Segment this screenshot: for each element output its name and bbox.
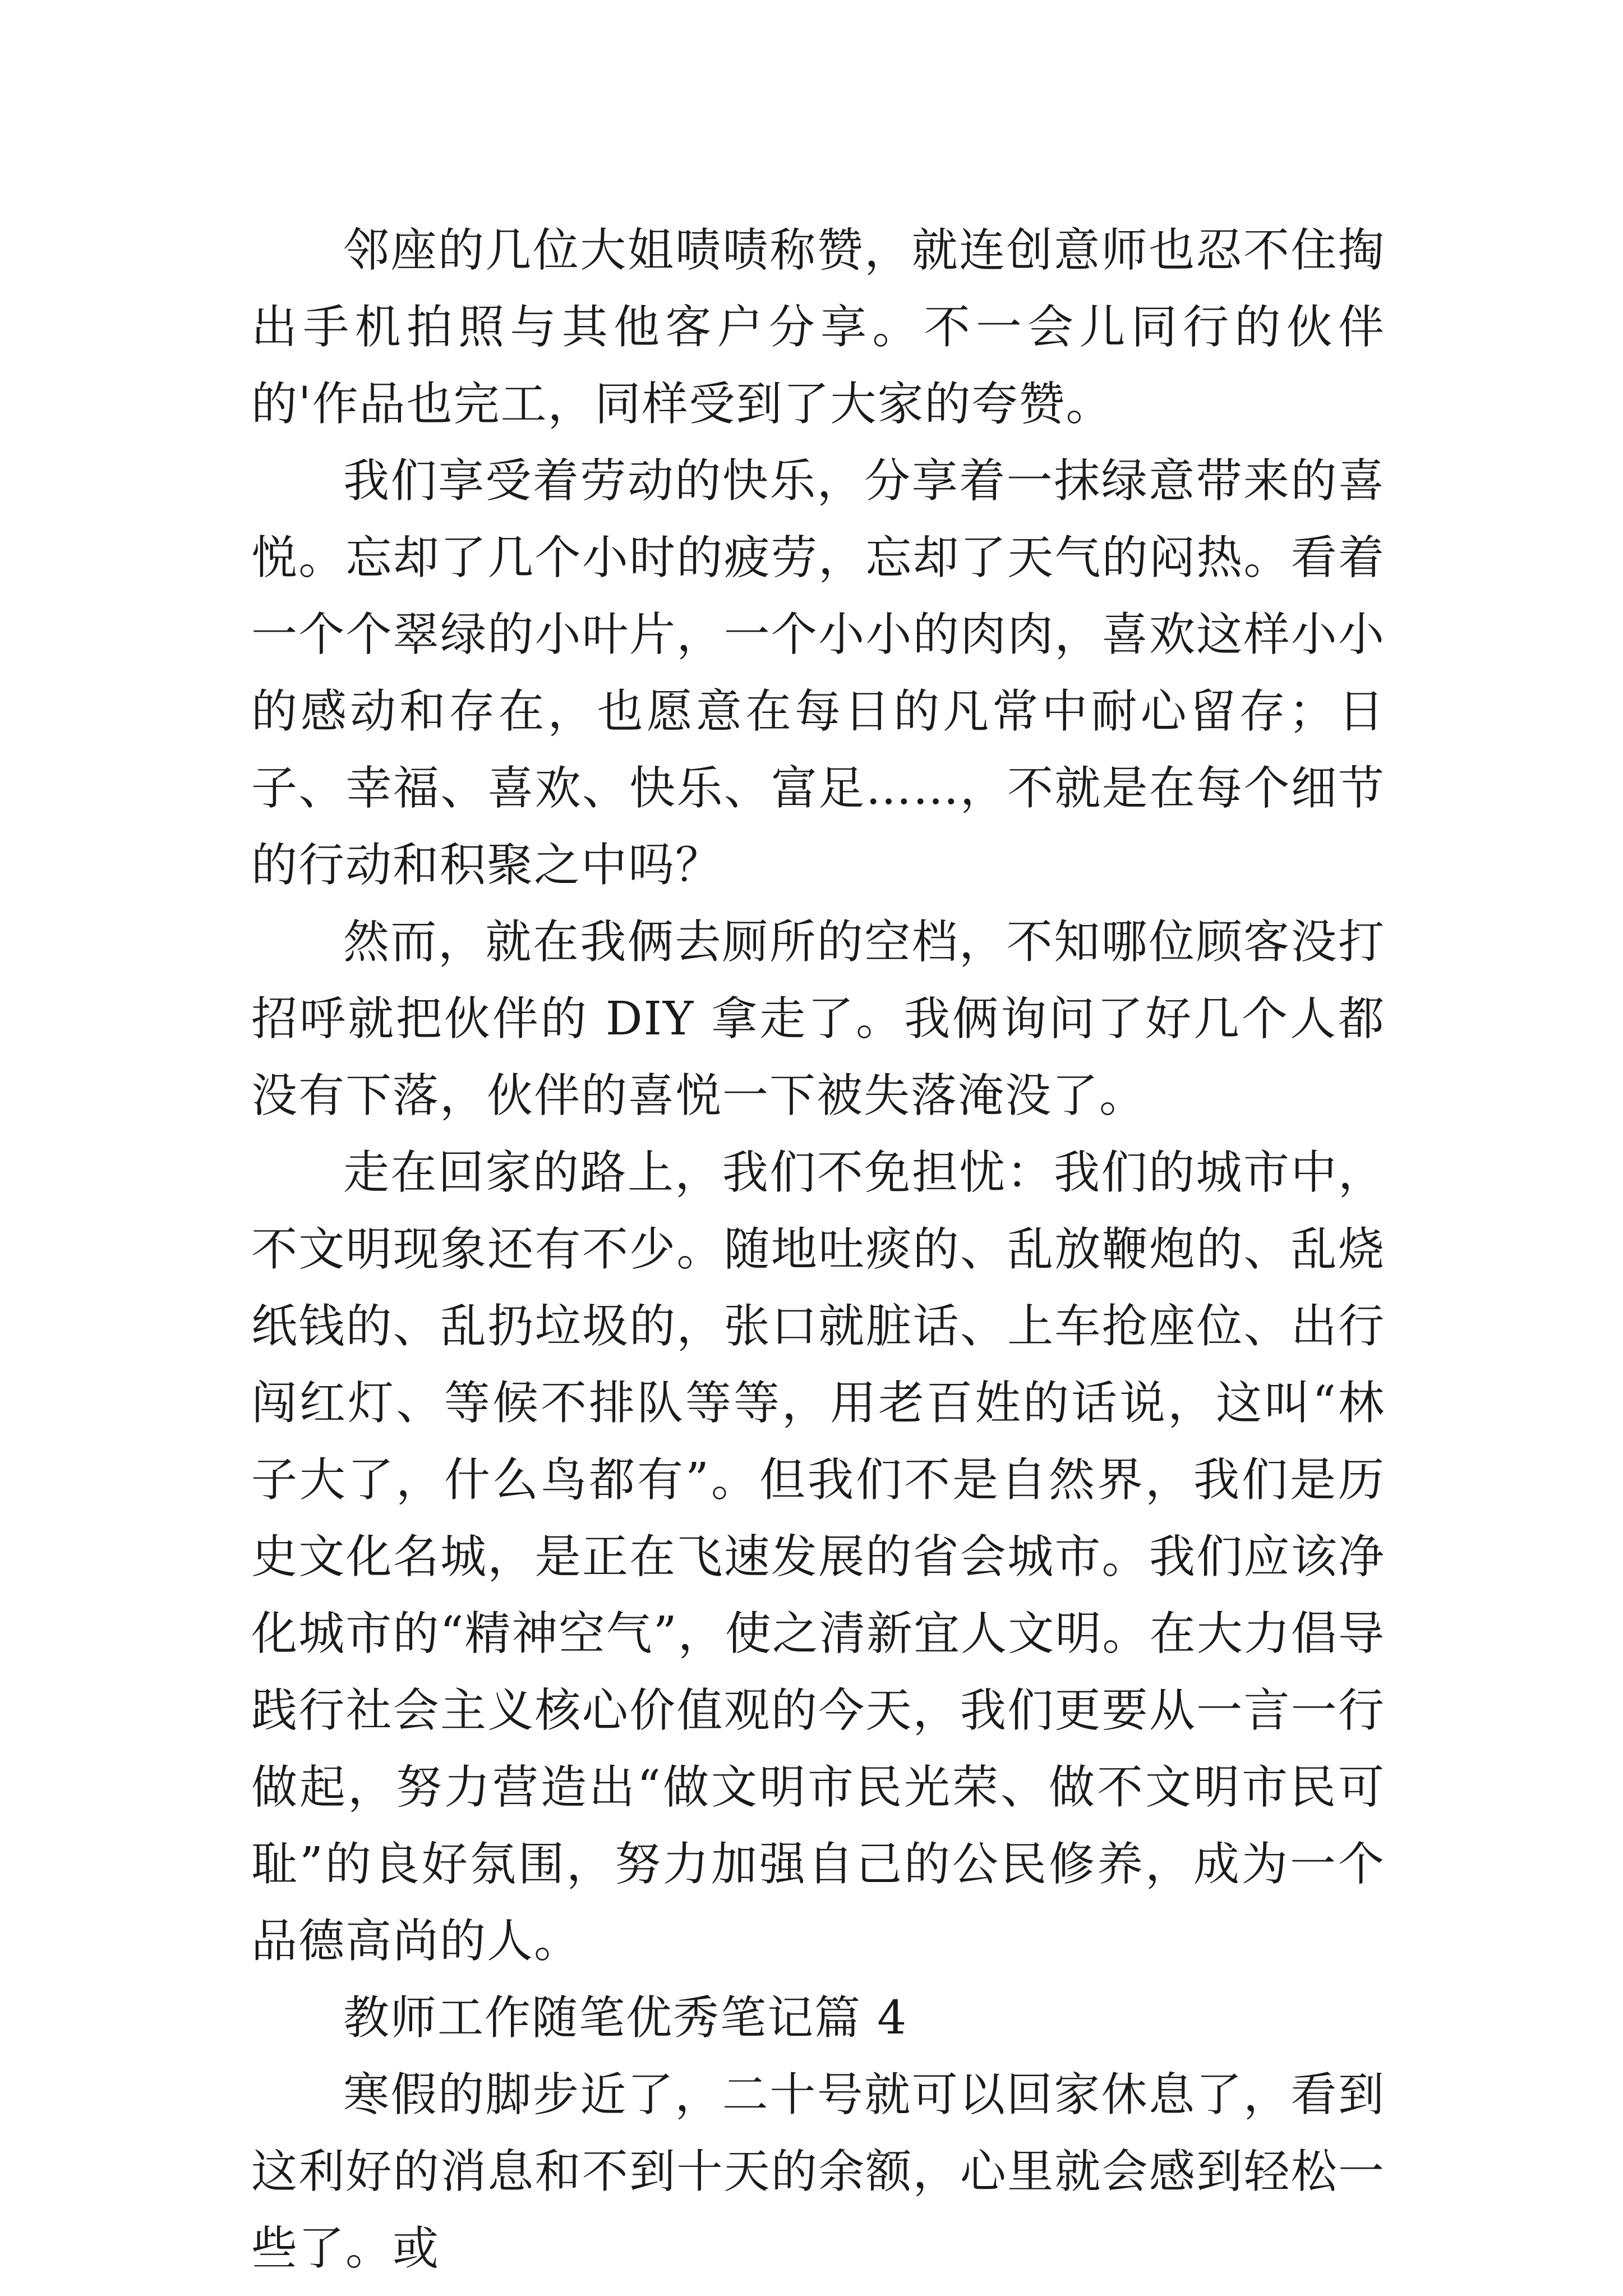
- paragraph-2: 我们享受着劳动的快乐，分享着一抹绿意带来的喜悦。忘却了几个小时的疲劳，忘却了天气的闷热。看着一个个翠绿的小叶片，一个小小的肉肉，喜欢这样小小的感动和存在，也愿意在每日的凡常中耐心留存；日子、幸福、喜欢、快乐、富足……，不就是在每个细节的行动和积聚之中吗？: [251, 454, 1385, 892]
- paragraph-1: 邻座的几位大姐啧啧称赞，就连创意师也忍不住掏出手机拍照与其他客户分享。不一会儿同行的伙伴的'作品也完工，同样受到了大家的夸赞。: [251, 224, 1385, 431]
- paragraph-3: 然而，就在我俩去厕所的空档，不知哪位顾客没打招呼就把伙伴的 DIY 拿走了。我俩询问了好几个人都没有下落，伙伴的喜悦一下被失落淹没了。: [251, 915, 1385, 1122]
- section-heading: 教师工作随笔优秀笔记篇 4: [343, 1991, 908, 2045]
- paragraph-4: 走在回家的路上，我们不免担忧：我们的城市中，不文明现象还有不少。随地吐痰的、乱放鞭炮的、乱烧纸钱的、乱扔垃圾的，张口就脏话、上车抢座位、出行闯红灯、等候不排队等等，用老百姓的话说，这叫“林子大了，什么鸟都有”。但我们不是自然界，我们是历史文化名城，是正在飞速发展的省会城市。我们应该净化城市的“精神空气”，使之清新宜人文明。在大力倡导践行社会主义核心价值观的今天，我们更要从一言一行做起，努力营造出“做文明市民光荣、做不文明市民可耻”的良好氛围，努力加强自己的公民修养，成为一个品德高尚的人。: [251, 1146, 1385, 1968]
- document-body: [251, 212, 1385, 2287]
- paragraph-5: 寒假的脚步近了，二十号就可以回家休息了，看到这利好的消息和不到十天的余额，心里就会感到轻松一些了。或: [251, 2068, 1385, 2275]
